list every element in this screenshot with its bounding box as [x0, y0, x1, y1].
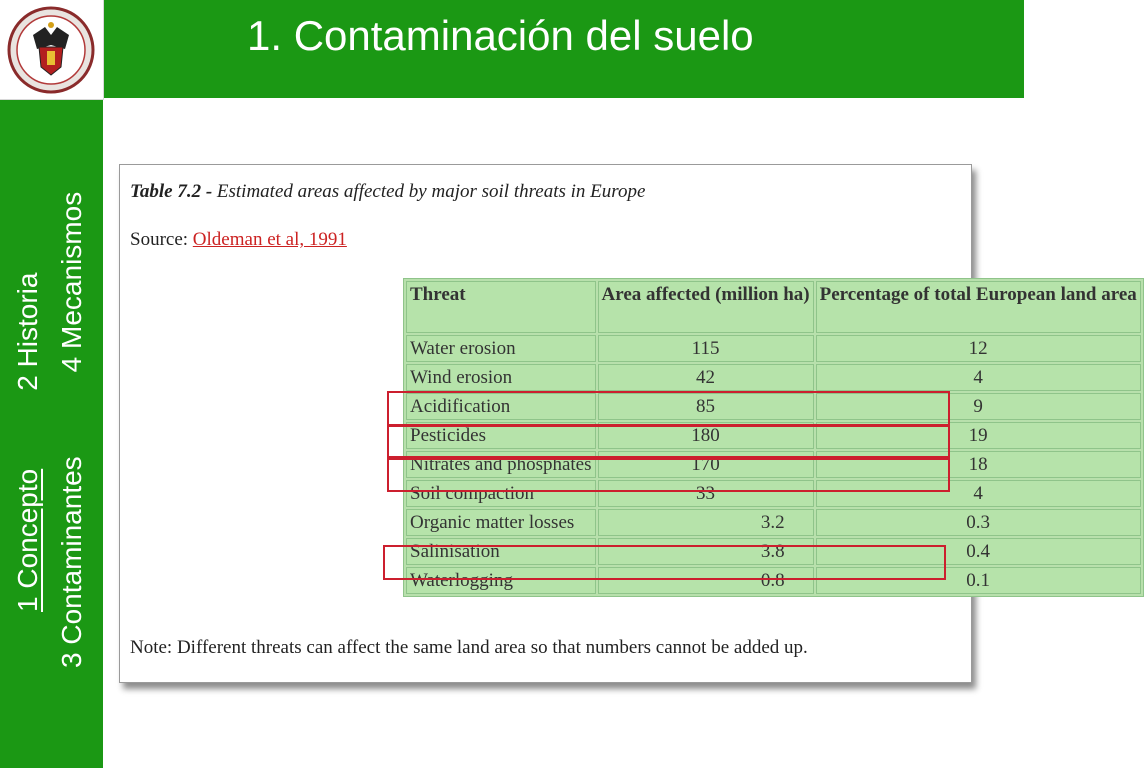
header-percentage: Percentage of total European land area [816, 281, 1141, 333]
area-cell: 85 [598, 393, 814, 420]
university-logo [0, 0, 104, 100]
table-header-row [406, 281, 1141, 333]
highlight-pesticides [387, 424, 950, 460]
percentage-cell: 12 [816, 335, 1141, 362]
threat-cell: Organic matter losses [406, 509, 596, 536]
area-cell: 42 [598, 364, 814, 391]
nav-item-contaminantes[interactable]: 3 Contaminantes [56, 456, 87, 668]
header-area: Area affected (million ha) [598, 281, 814, 333]
area-cell: 33 [598, 480, 814, 507]
table-row [406, 509, 1141, 536]
sidebar-column-1 [12, 273, 44, 612]
threat-cell: Water erosion [406, 335, 596, 362]
sidebar-column-2 [56, 192, 88, 668]
source-link[interactable]: Oldeman et al, 1991 [192, 229, 347, 250]
area-cell: 3.8 [598, 538, 814, 565]
threat-cell: Pesticides [406, 422, 596, 449]
title-bar [104, 0, 1024, 98]
slide-title: 1. Contaminación del suelo [247, 12, 754, 59]
nav-item-concepto[interactable]: 1 Concepto [12, 468, 43, 612]
header-threat: Threat [406, 281, 596, 333]
percentage-cell: 9 [816, 393, 1141, 420]
threat-cell: Wind erosion [406, 364, 596, 391]
table-note: Note: Different threats can affect the same land area so that numbers cannot be added up. [130, 637, 808, 658]
table-row [406, 335, 1141, 362]
coat-of-arms-icon [5, 5, 97, 95]
percentage-cell: 4 [816, 480, 1141, 507]
area-cell: 180 [598, 422, 814, 449]
percentage-cell: 18 [816, 451, 1141, 478]
percentage-cell: 0.3 [816, 509, 1141, 536]
percentage-cell: 0.1 [816, 567, 1141, 594]
percentage-cell: 0.4 [816, 538, 1141, 565]
percentage-cell: 19 [816, 422, 1141, 449]
highlight-acidification [387, 391, 950, 427]
threat-cell: Soil compaction [406, 480, 596, 507]
area-cell: 170 [598, 451, 814, 478]
table-source: Source: Oldeman et al, 1991 [130, 229, 347, 250]
threat-cell: Salinisation [406, 538, 596, 565]
sidebar-nav [0, 100, 103, 768]
nav-item-historia[interactable]: 2 Historia [12, 272, 43, 391]
highlight-salinisation [383, 545, 946, 580]
area-cell: 0.8 [598, 567, 814, 594]
table-caption: Table 7.2 - Estimated areas affected by major soil threats in Europe [130, 181, 646, 202]
area-cell: 3.2 [598, 509, 814, 536]
percentage-cell: 4 [816, 364, 1141, 391]
table-row [406, 364, 1141, 391]
highlight-nitrates [387, 456, 950, 492]
threat-cell: Waterlogging [406, 567, 596, 594]
area-cell: 115 [598, 335, 814, 362]
threat-cell: Nitrates and phosphates [406, 451, 596, 478]
threat-cell: Acidification [406, 393, 596, 420]
nav-item-mecanismos[interactable]: 4 Mecanismos [56, 191, 87, 373]
